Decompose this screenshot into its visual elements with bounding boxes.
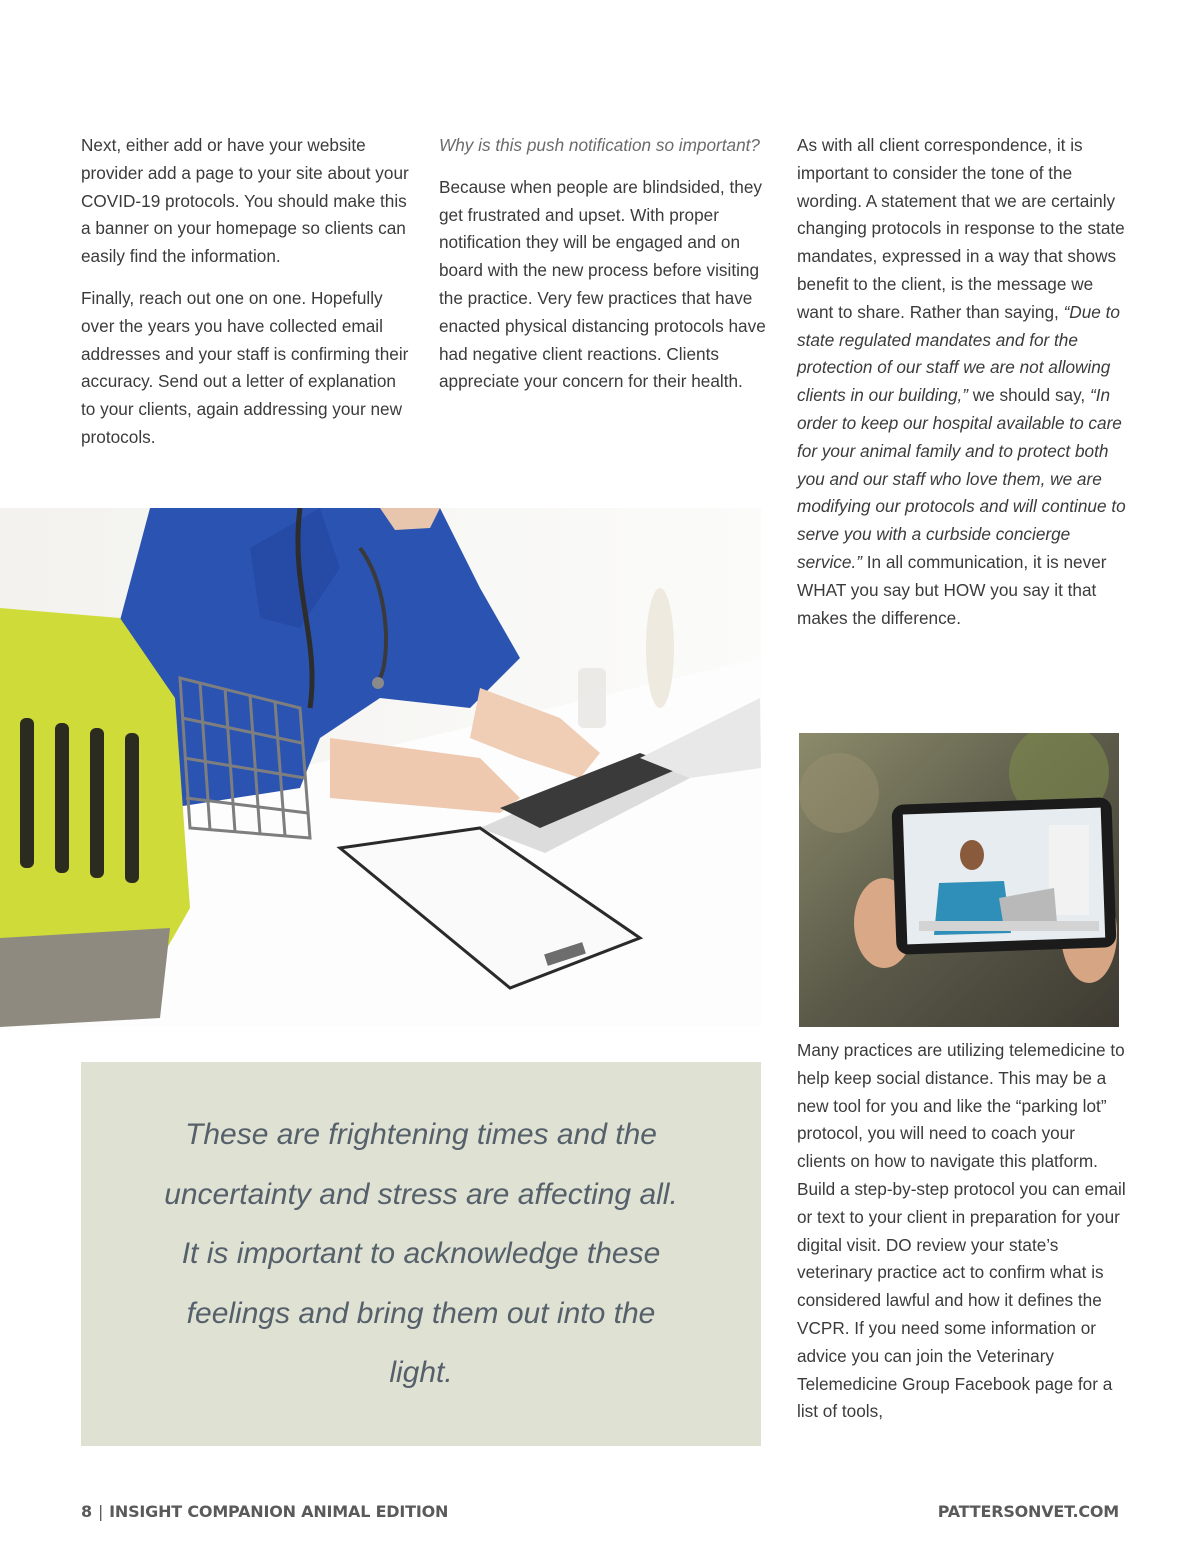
page-number: 8 [81, 1502, 92, 1521]
body-paragraph [797, 132, 1127, 632]
pull-quote-box [81, 1062, 761, 1446]
footer-separator: | [97, 1502, 104, 1521]
vet-at-laptop-photo [0, 508, 761, 1027]
article-column-3-continued [797, 1037, 1127, 1426]
publication-title: INSIGHT COMPANION ANIMAL EDITION [109, 1502, 449, 1521]
telemedicine-tablet-photo [799, 733, 1119, 1027]
body-text: As with all client correspondence, it is important to consider the tone of the wording. A statement that we are certainly changing protocols in response to the state mandates, expressed in a way that shows benefit to the client, is the message we want to share. Rather than saying, [797, 135, 1125, 322]
pull-quote-text: These are frightening times and the uncertainty and stress are affecting all. It is important to acknowledge these feelings and bring them out into the light. [164, 1118, 678, 1390]
body-text: In all communication, it is never WHAT you say but HOW you say it that makes the difference. [797, 551, 1107, 628]
tablet-photo-illustration [799, 733, 1119, 1027]
body-paragraph: Finally, reach out one on one. Hopefully over the years you have collected email addresses and your staff is confirming their accuracy. Send out a letter of explanation to your clients, again addressing your new protocols. [81, 287, 409, 447]
body-text: we should say, [968, 385, 1090, 406]
quoted-statement: “In order to keep our hospital available to care for your animal family and to protect both you and our staff who love them, we are modifying our protocols and will continue to serve you with a curbside concierge service.” [797, 385, 1126, 572]
quoted-statement: “Due to state regulated mandates and for the protection of our staff we are not allowing clients in our building,” [797, 301, 1120, 406]
article-column-3 [797, 132, 1127, 632]
footer-publication [81, 1502, 448, 1521]
subheading-question: Why is this push notification so important? [439, 135, 760, 155]
vet-photo-illustration [0, 508, 761, 1027]
body-paragraph: Many practices are utilizing telemedicine to help keep social distance. This may be a new tool for you and like the “parking lot” protocol, you will need to coach your clients on how to navigate this platform. Build a step-by-step protocol you can email or text to your client in preparation for your digital visit. DO review your state’s veterinary practice act to confirm what is considered lawful and how it defines the VCPR. If you need some information or advice you can join the Veterinary Telemedicine Group Facebook page for a list of tools, [797, 1040, 1126, 1422]
body-paragraph: Because when people are blindsided, they get frustrated and upset. With proper notification they will be engaged and on board with the new process before visiting the practice. Very few practices that have enacted physical distancing protocols have had negative client reactions. Clients appreciate your concern for their health. [439, 176, 766, 392]
article-column-2 [439, 132, 769, 396]
footer-website[interactable]: PATTERSONVET.COM [937, 1502, 1119, 1521]
article-column-1 [81, 132, 411, 452]
body-paragraph: Next, either add or have your website provider add a page to your site about your COVID-19 protocols. You should make this a banner on your homepage so clients can easily find the information. [81, 135, 409, 267]
